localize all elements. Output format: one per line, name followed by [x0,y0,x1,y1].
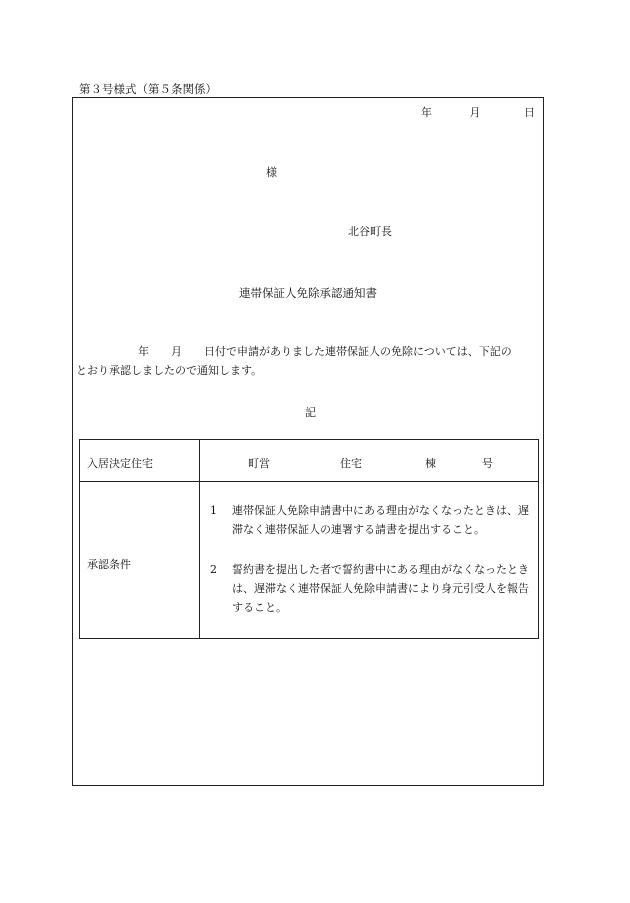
body-rest: 日付で申請がありました連帯保証人の免除については、下記の [204,345,512,358]
condition-number: 2 [210,563,217,576]
body-month: 月 [171,345,182,358]
housing-building: 棟 [425,457,436,470]
date-year: 年 [421,106,432,119]
condition-text: 連帯保証人免除申請書中にある理由がなくなったときは、遅滞なく連帯保証人の連署する請書を提出すること。 [232,504,529,536]
column-divider [199,440,200,638]
housing-label: 入居決定住宅 [87,457,153,470]
condition-number: 1 [210,504,217,517]
housing-unit: 号 [482,457,493,470]
document-frame [72,97,544,786]
body-line-2: とおり承認しましたので通知します。 [76,364,263,377]
issuer: 北谷町長 [348,225,392,238]
conditions-label: 承認条件 [87,558,131,571]
body-line-1 [76,342,542,361]
form-number: 第３号様式（第５条関係） [79,82,217,96]
condition-text: 誓約書を提出した者で誓約書中にある理由がなくなったときは、遅滞なく連帯保証人免除申請書により身元引受人を報告すること。 [232,563,529,614]
date-line [421,104,535,120]
body-text [76,342,542,380]
row-divider [80,481,538,482]
condition-item [210,501,536,539]
housing-town: 町営 [248,457,270,470]
ki-heading: 記 [305,406,316,419]
conditions-table [79,439,539,639]
condition-item [210,560,536,617]
housing-jutaku: 住宅 [340,457,362,470]
body-year: 年 [138,345,149,358]
date-day: 日 [524,106,535,119]
recipient-suffix: 様 [266,166,277,179]
document-title: 連帯保証人免除承認通知書 [239,286,377,300]
date-month: 月 [469,106,481,119]
